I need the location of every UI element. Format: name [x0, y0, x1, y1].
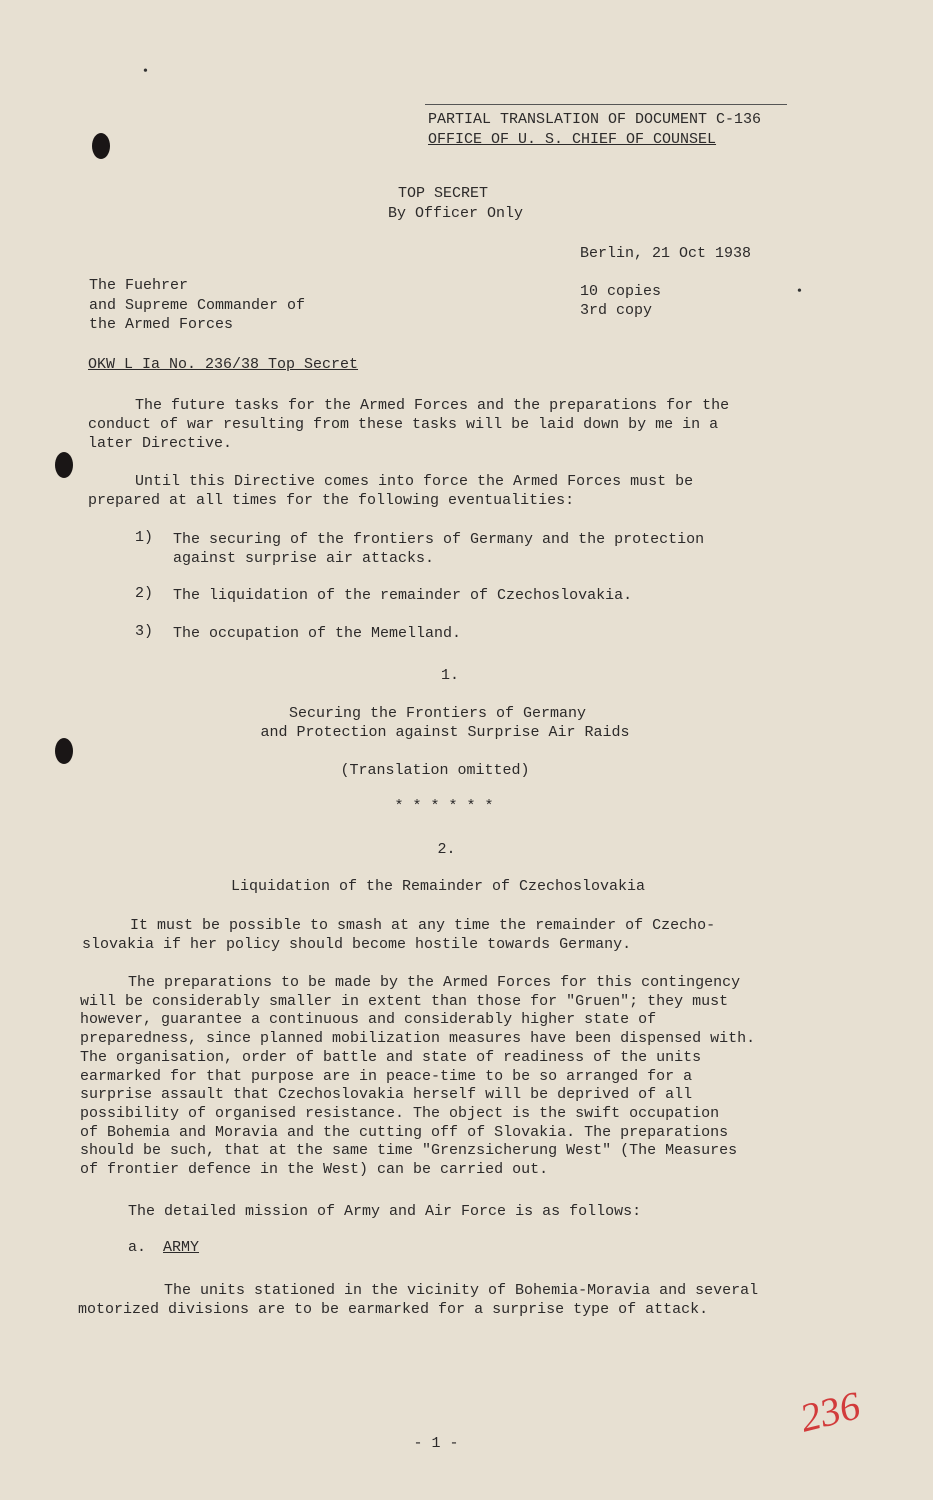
eventuality-3-number: 3) [135, 623, 154, 640]
subsection-letter: a. [128, 1239, 147, 1256]
punch-hole-middle [55, 452, 73, 478]
corner-mark: • [143, 64, 148, 79]
sender-line3: the Armed Forces [89, 316, 234, 333]
section1-note: (Translation omitted) [340, 762, 530, 779]
subsection-title: ARMY [163, 1239, 200, 1256]
classification-line2: By Officer Only [388, 205, 524, 222]
section2-title: Liquidation of the Remainder of Czechoslovakia [230, 878, 646, 895]
header-line2: OFFICE OF U. S. CHIEF OF COUNSEL [428, 131, 717, 148]
eventuality-3-text: The occupation of the Memelland. [173, 625, 462, 642]
place-date: Berlin, 21 Oct 1938 [580, 245, 752, 262]
eventuality-2-number: 2) [135, 585, 154, 602]
section2-number: 2. [437, 841, 456, 858]
eventuality-2-text: The liquidation of the remainder of Czechoslovakia. [173, 587, 633, 604]
header-top-rule [425, 104, 787, 105]
section1-number: 1. [440, 667, 459, 684]
margin-dot: • [797, 284, 802, 299]
section2-paragraph2: The preparations to be made by the Armed Forces for this contingency will be considerably smaller in extent than those for "Gruen"; they must however, guarantee a continuous and considerably higher state of preparedness, since planned mobilization measures have been dispensed with. The organisation, order of battle and state of readiness of the units earmarked for that purpose are in peace-time to be so arranged for a surprise assault that Czechoslovakia herself will be deprived of all possibility of organised resistance. The object is the swift occupation of Bohemia and Moravia and the cutting off of Slovakia. The preparations should be such, that at the same time "Grenzsicherung West" (The Measures of frontier defence in the West) can be carried out. [80, 974, 756, 1179]
eventuality-1-number: 1) [135, 529, 154, 546]
section2-paragraph3: The detailed mission of Army and Air Force is as follows: [128, 1203, 642, 1220]
section1-title-line2: and Protection against Surprise Air Raids [260, 724, 630, 741]
punch-hole-top [92, 133, 110, 159]
section1-title-line1: Securing the Frontiers of Germany [288, 705, 587, 722]
handwritten-page-stamp: 236 [795, 1382, 865, 1441]
sender-line2: and Supreme Commander of [89, 297, 306, 314]
eventuality-1-text: The securing of the frontiers of Germany and the protection against surprise air attacks. [173, 531, 705, 567]
section2-paragraph4: The units stationed in the vicinity of Bohemia-Moravia and several motorized divisions are to be earmarked for a surprise type of attack. [78, 1282, 759, 1318]
until-paragraph: Until this Directive comes into force the Armed Forces must be prepared at all times for the following eventualities: [88, 473, 694, 509]
sender-line1: The Fuehrer [89, 277, 189, 294]
copies-line1: 10 copies [580, 283, 662, 300]
classification-line1: TOP SECRET [398, 185, 489, 202]
copies-line2: 3rd copy [580, 302, 653, 319]
header-line1: PARTIAL TRANSLATION OF DOCUMENT C-136 [428, 111, 762, 128]
section2-paragraph1: It must be possible to smash at any time the remainder of Czecho- slovakia if her policy should become hostile towards Germany. [82, 917, 716, 953]
intro-paragraph: The future tasks for the Armed Forces and the preparations for the conduct of war resulting from these tasks will be laid down by me in a later Directive. [88, 397, 730, 452]
section-separator-stars: * * * * * * [394, 798, 494, 815]
page-number: - 1 - [413, 1435, 459, 1452]
reference-number: OKW L Ia No. 236/38 Top Secret [88, 356, 359, 373]
